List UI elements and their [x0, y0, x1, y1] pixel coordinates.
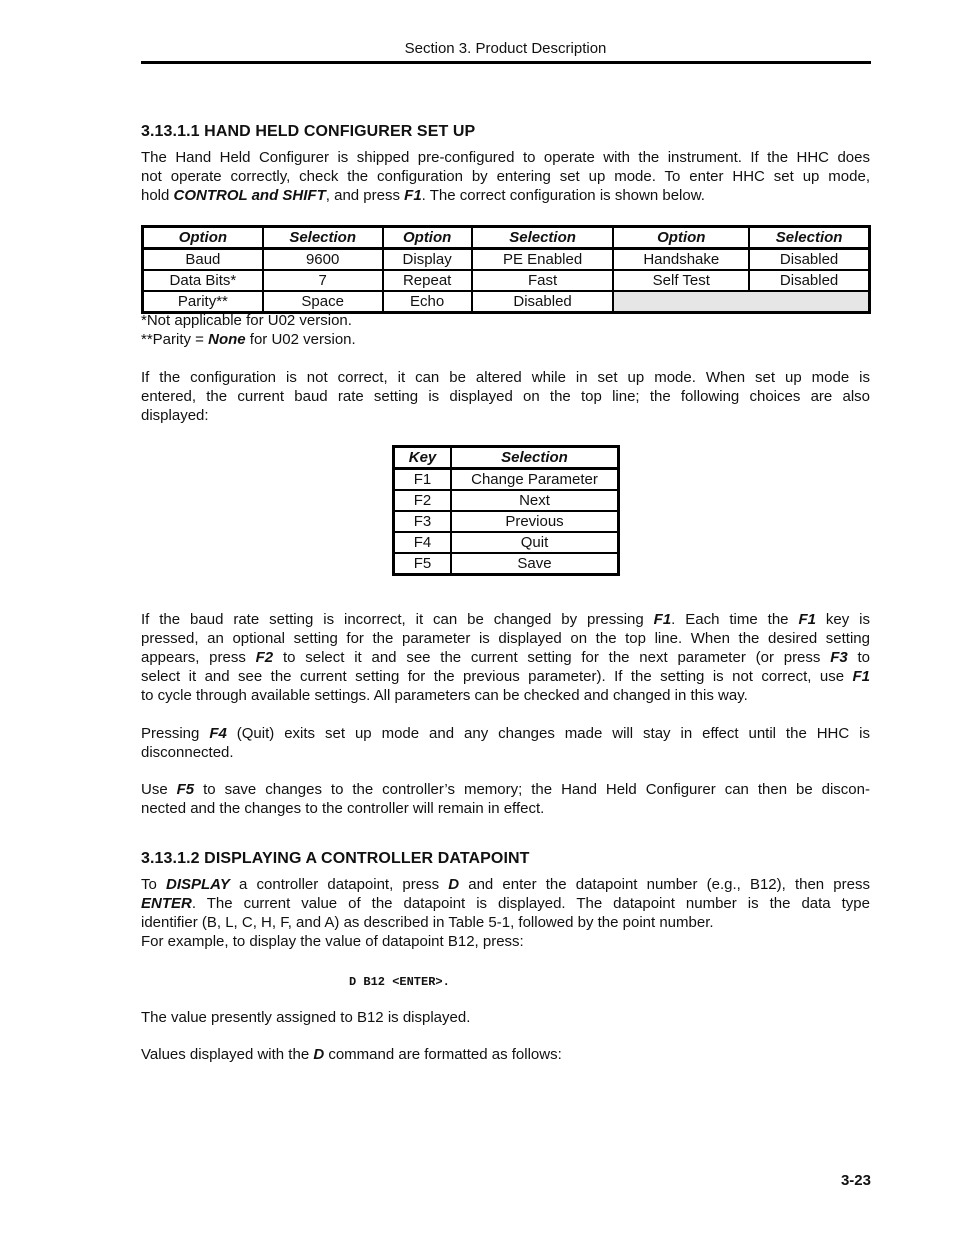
- emphasis-f1: F1: [852, 668, 870, 685]
- paragraph-line: [141, 667, 870, 686]
- paragraph-text: . Each time the: [671, 611, 799, 628]
- paragraph-line: disconnected.: [141, 744, 234, 761]
- paragraph-display: [141, 875, 870, 951]
- intro-text: . The correct configuration is shown below.: [421, 187, 705, 204]
- table-cell-empty: [613, 291, 869, 312]
- paragraph-setup-mode: [141, 368, 870, 425]
- table-cell: Handshake: [613, 249, 749, 270]
- table-cell: Self Test: [613, 270, 749, 291]
- table-cell: Repeat: [383, 270, 472, 291]
- intro-paragraph: [141, 148, 870, 205]
- table-row: [143, 249, 869, 270]
- paragraph-text: To: [141, 876, 166, 893]
- table-cell: Echo: [383, 291, 472, 312]
- emphasis-f2: F2: [255, 649, 274, 666]
- paragraph-text: key is: [815, 611, 870, 628]
- note-2: [141, 330, 870, 349]
- section-heading-display-datapoint: 3.13.1.2 DISPLAYING A CONTROLLER DATAPOINT: [141, 850, 530, 867]
- note-1: *Not applicable for U02 version.: [141, 312, 352, 329]
- column-header: Selection: [749, 227, 869, 249]
- paragraph-text: Use: [141, 781, 177, 798]
- table-notes: [141, 311, 870, 349]
- paragraph-text: to save changes to the controller’s memory; the Hand Held Configurer can then be discon-: [194, 781, 870, 798]
- table-row: [394, 532, 618, 553]
- paragraph-text: Pressing: [141, 725, 210, 742]
- intro-text: hold: [141, 187, 174, 204]
- table-cell: F4: [394, 532, 451, 553]
- table-cell: Quit: [451, 532, 618, 553]
- paragraph-line: [141, 648, 870, 667]
- emphasis-f1: F1: [404, 187, 422, 204]
- table-cell: Change Parameter: [451, 469, 618, 490]
- table-row: [394, 469, 618, 490]
- paragraph-text: If the baud rate setting is incorrect, it can be changed by pressing: [141, 611, 654, 628]
- emphasis-d: D: [448, 876, 460, 893]
- column-header: Selection: [472, 227, 614, 249]
- paragraph-line: to cycle through available settings. All parameters can be checked and changed in this way.: [141, 687, 748, 704]
- emphasis-display: DISPLAY: [166, 876, 230, 893]
- emphasis-f5: F5: [176, 781, 195, 798]
- table-cell: Previous: [451, 511, 618, 532]
- table-cell: Baud: [143, 249, 263, 270]
- paragraph-baud-rate: [141, 610, 870, 705]
- intro-line-1: The Hand Held Configurer is shipped pre-configured to operate with the instrument. If the HHC does: [141, 149, 870, 166]
- paragraph-text: to: [847, 649, 871, 666]
- paragraph-quit: [141, 724, 870, 762]
- column-header: Option: [383, 227, 472, 249]
- paragraph-line: The value presently assigned to B12 is displayed.: [141, 1009, 471, 1026]
- paragraph-line: entered, the current baud rate setting is displayed on the top line; the following choices are also: [141, 388, 870, 405]
- table-cell: Disabled: [749, 249, 869, 270]
- intro-line-3: [141, 186, 870, 205]
- table-cell: Disabled: [472, 291, 614, 312]
- paragraph-line: [141, 724, 870, 743]
- configuration-table: [141, 225, 871, 314]
- table-cell: PE Enabled: [472, 249, 614, 270]
- emphasis-d: D: [313, 1046, 325, 1063]
- section-heading-hhc-setup: 3.13.1.1 HAND HELD CONFIGURER SET UP: [141, 123, 476, 140]
- table-cell: Disabled: [749, 270, 869, 291]
- page-number: 3-23: [840, 1172, 871, 1189]
- table-header-row: [394, 447, 618, 469]
- intro-line-2: not operate correctly, check the configuration by entering set up mode. To enter HHC set up mode,: [141, 168, 870, 185]
- paragraph-save: [141, 780, 870, 818]
- emphasis-f1: F1: [798, 611, 816, 628]
- paragraph-line: [141, 610, 870, 629]
- paragraph-text: appears, press: [141, 649, 256, 666]
- paragraph-line: [141, 1045, 870, 1064]
- paragraph-line: [141, 894, 870, 913]
- note-text: for U02 version.: [245, 331, 356, 348]
- table-cell: F5: [394, 553, 451, 574]
- emphasis-f3: F3: [830, 649, 848, 666]
- emphasis-enter: ENTER: [141, 895, 192, 912]
- table-cell: F3: [394, 511, 451, 532]
- table-cell: F2: [394, 490, 451, 511]
- table-cell: Fast: [472, 270, 614, 291]
- paragraph-text: . The current value of the datapoint is displayed. The datapoint number is the data type: [191, 895, 870, 912]
- paragraph-line: [141, 875, 870, 894]
- column-header: Option: [143, 227, 263, 249]
- column-header: Key: [394, 447, 451, 469]
- table-cell: 7: [263, 270, 383, 291]
- paragraph-line: If the configuration is not correct, it can be altered while in set up mode. When set up mode is: [141, 369, 870, 386]
- paragraph-line: For example, to display the value of datapoint B12, press:: [141, 933, 524, 950]
- paragraph-format: [141, 1045, 870, 1064]
- table-header-row: [143, 227, 869, 249]
- emphasis-f4: F4: [209, 725, 227, 742]
- command-example: D B12 <ENTER>.: [349, 975, 450, 989]
- paragraph-text: a controller datapoint, press: [229, 876, 449, 893]
- table-row: [143, 270, 869, 291]
- table-cell: F1: [394, 469, 451, 490]
- paragraph-text: (Quit) exits set up mode and any changes made will stay in effect until the HHC is: [226, 725, 871, 742]
- header-rule: [141, 61, 871, 64]
- paragraph-line: [141, 780, 870, 799]
- emphasis-control-shift: CONTROL and SHIFT: [173, 187, 326, 204]
- running-header: Section 3. Product Description: [404, 40, 607, 57]
- key-selection-table: [392, 445, 620, 576]
- paragraph-value-displayed: [141, 1008, 870, 1027]
- paragraph-text: and enter the datapoint number (e.g., B12), then press: [459, 876, 870, 893]
- table-row: [394, 511, 618, 532]
- table-cell: Parity**: [143, 291, 263, 312]
- paragraph-line: nected and the changes to the controller will remain in effect.: [141, 800, 545, 817]
- column-header: Selection: [263, 227, 383, 249]
- column-header: Selection: [451, 447, 618, 469]
- table-cell: Space: [263, 291, 383, 312]
- table-cell: Save: [451, 553, 618, 574]
- table-row: [143, 291, 869, 312]
- paragraph-text: command are formatted as follows:: [324, 1046, 562, 1063]
- table-cell: Next: [451, 490, 618, 511]
- column-header: Option: [613, 227, 749, 249]
- paragraph-text: Values displayed with the: [141, 1046, 314, 1063]
- paragraph-line: pressed, an optional setting for the parameter is displayed on the top line. When the desired setting: [141, 630, 870, 647]
- table-cell: Display: [383, 249, 472, 270]
- table-cell: 9600: [263, 249, 383, 270]
- paragraph-text: to select it and see the current setting for the next parameter (or press: [273, 649, 831, 666]
- paragraph-line: displayed:: [141, 407, 209, 424]
- table-cell: Data Bits*: [143, 270, 263, 291]
- emphasis-none: None: [208, 331, 246, 348]
- emphasis-f1: F1: [653, 611, 672, 628]
- table-row: [394, 490, 618, 511]
- paragraph-text: select it and see the current setting for the previous parameter). If the setting is not correct, use: [141, 668, 853, 685]
- intro-text: , and press: [325, 187, 405, 204]
- paragraph-line: identifier (B, L, C, H, F, and A) as described in Table 5-1, followed by the point number.: [141, 914, 714, 931]
- table-row: [394, 553, 618, 574]
- note-text: **Parity =: [141, 331, 209, 348]
